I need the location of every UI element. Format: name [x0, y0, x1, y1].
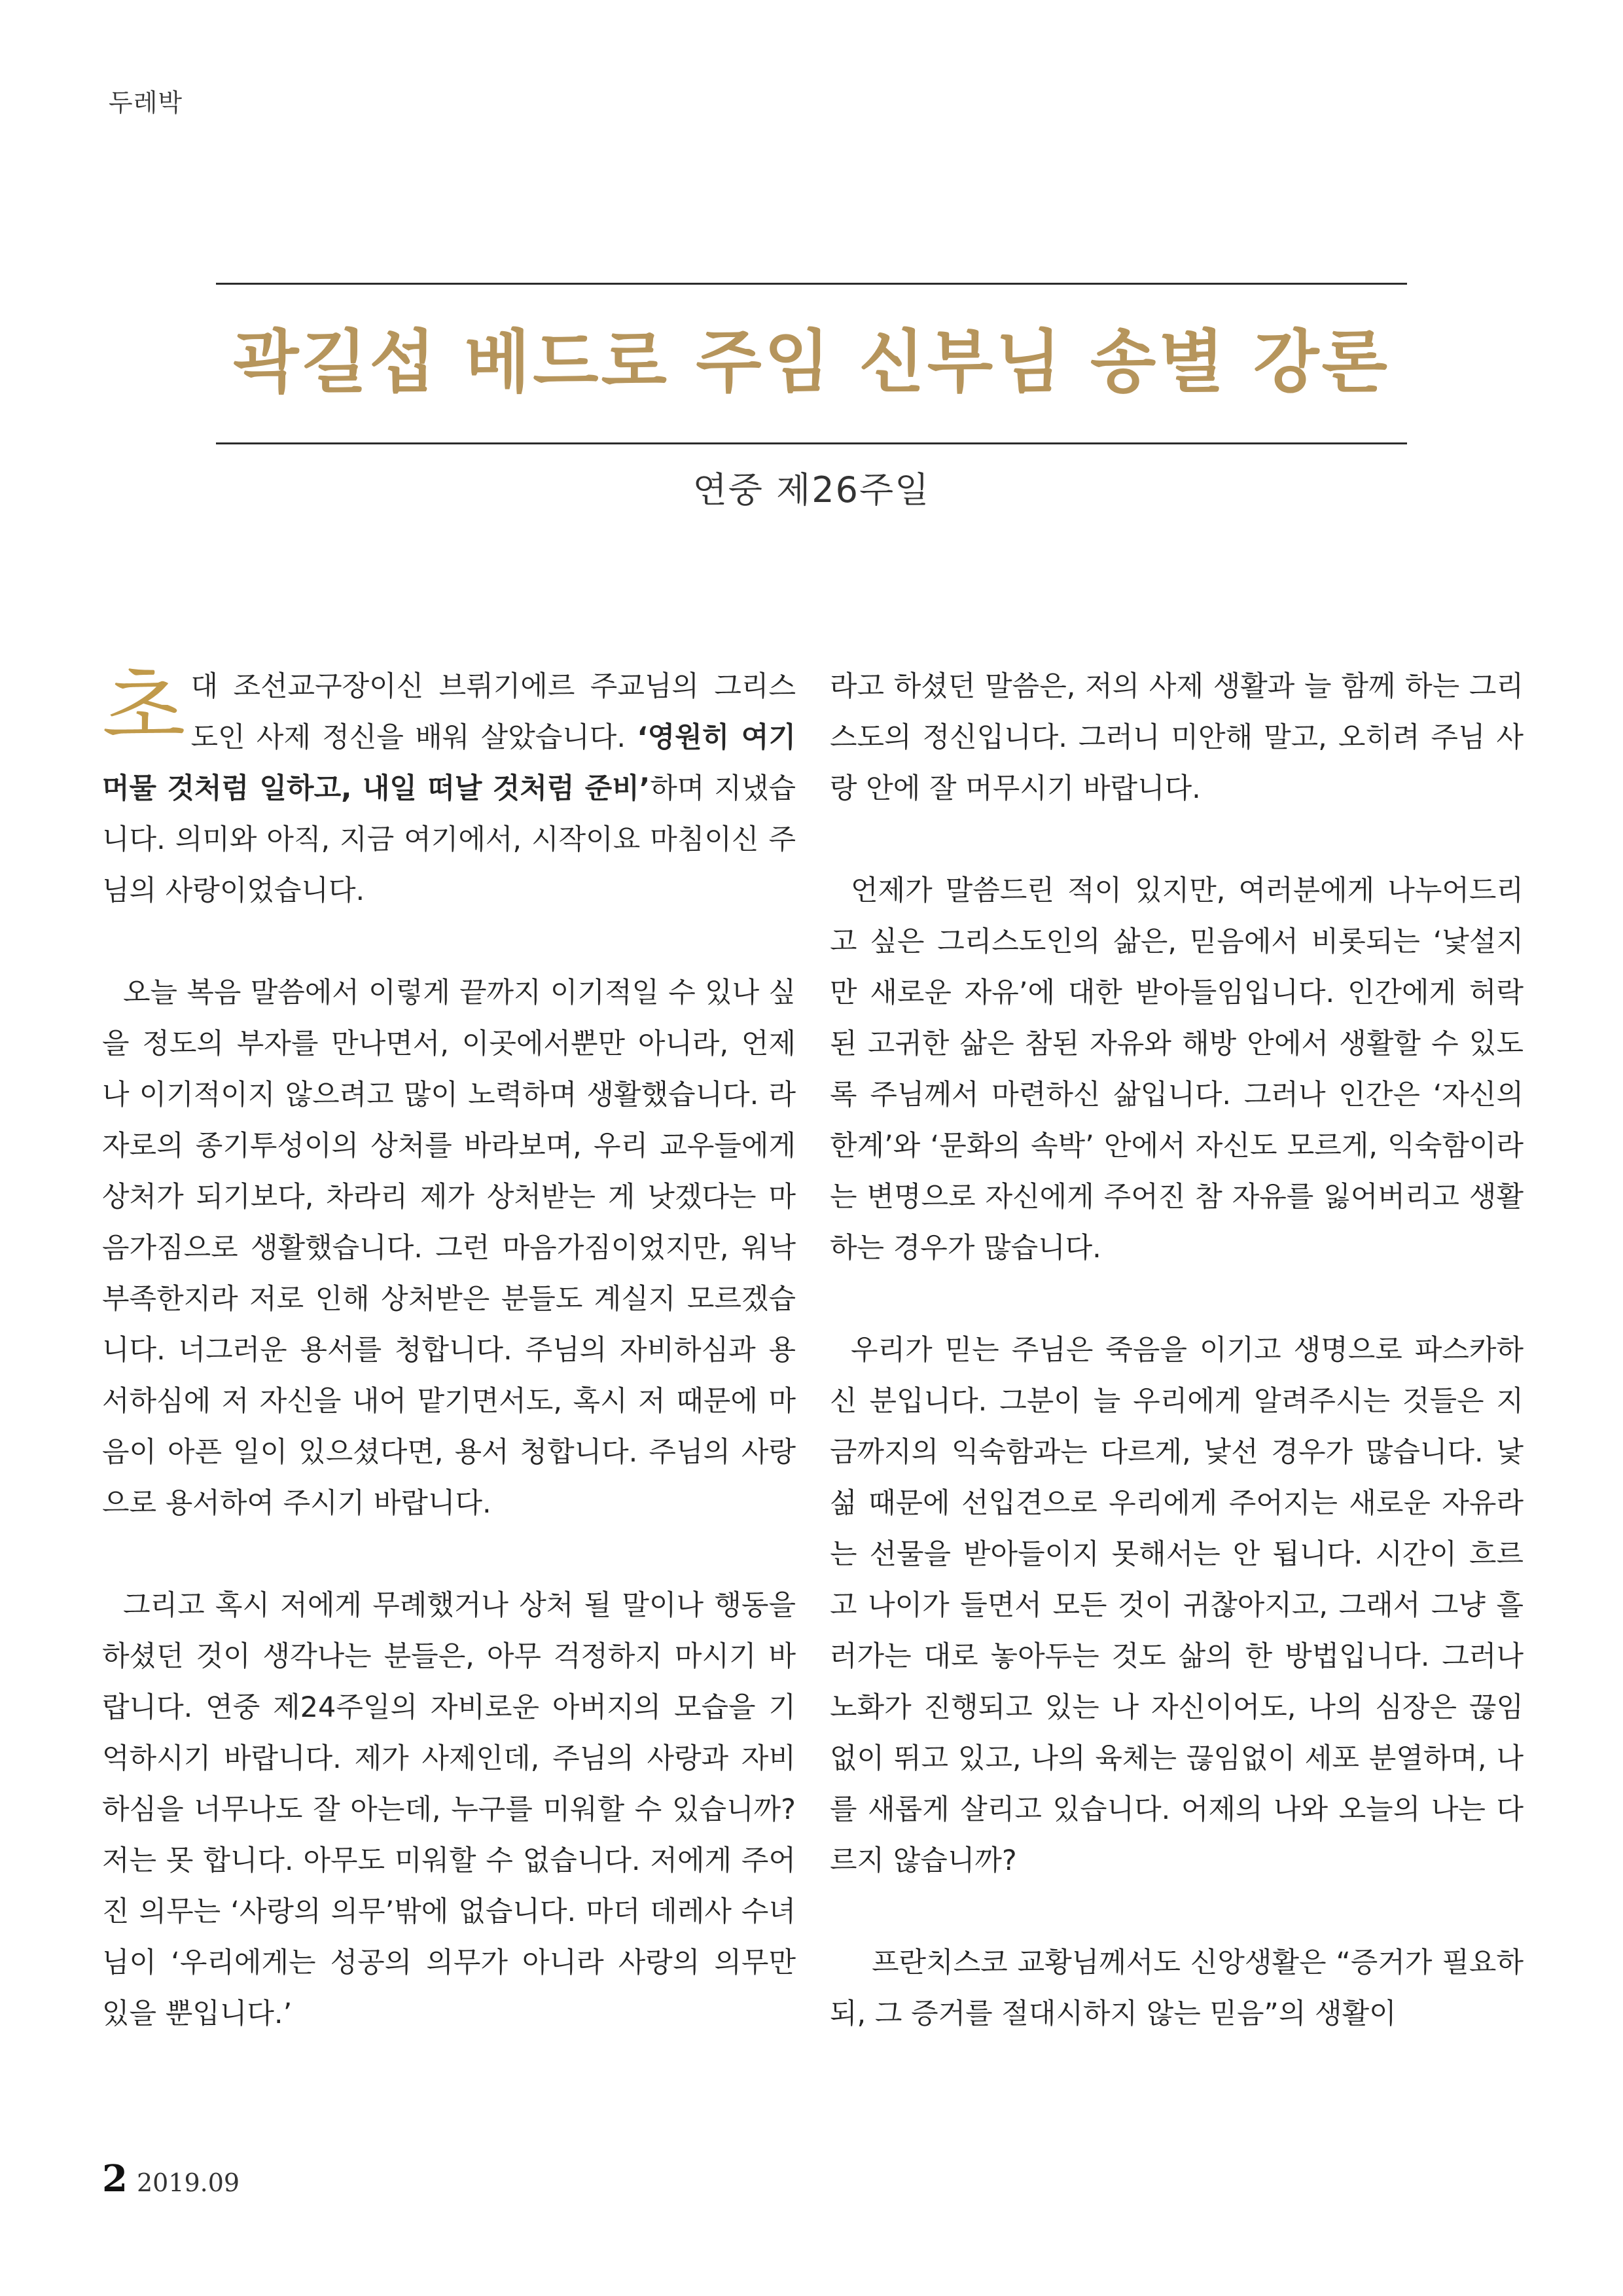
drop-cap: 초: [102, 658, 186, 759]
page-number: 2: [102, 2157, 128, 2200]
paragraph: 프란치스코 교황님께서도 신앙생활은 “증거가 필요하되, 그 증거를 절대시하지 않는 믿음”의 생활이: [830, 1946, 1524, 2030]
paragraph: 우리가 믿는 주님은 죽음을 이기고 생명으로 파스카하신 분입니다. 그분이 늘 우리에게 알려주시는 것들은 지금까지의 익숙함과는 다르게, 낯선 경우가 많습니다. 낯섦 때문에 선입견으로 우리에게 주어지는 새로운 자유라는 선물을 받아들이지 못해서는 안 됩니다. 시간이 흐르고 나이가 들면서 모든 것이 귀찮아지고, 그래서 그냥 흘러가는 대로 놓아두는 것도 삶의 한 방법입니다. 그러나 노화가 진행되고 있는 나 자신이어도, 나의 심장은 끊임없이 뛰고 있고, 나의 육체는 끊임없이 세포 분열하며, 나를 새롭게 살리고 있습니다. 어제의 나와 오늘의 나는 다르지 않습니까?: [830, 1334, 1524, 1877]
paragraph-text: 하며 지냈습니다. 의미와 아직, 지금 여기에서, 시작이요 마침이신 주님의 사랑이었습니다.: [102, 772, 796, 907]
paragraph: 언제가 말씀드린 적이 있지만, 여러분에게 나누어드리고 싶은 그리스도인의 삶은, 믿음에서 비롯되는 ‘낯설지만 새로운 자유’에 대한 받아들임입니다. 인간에게 허락된 고귀한 삶은 참된 자유와 해방 안에서 생활할 수 있도록 주님께서 마련하신 삶입니다. 그러나 인간은 ‘자신의 한계’와 ‘문화의 속박’ 안에서 자신도 모르게, 익숙함이라는 변명으로 자신에게 주어진 참 자유를 잃어버리고 생활하는 경우가 많습니다.: [830, 874, 1524, 1265]
paragraph: 그리고 혹시 저에게 무례했거나 상처 될 말이나 행동을 하셨던 것이 생각나는 분들은, 아무 걱정하지 마시기 바랍니다. 연중 제24주일의 자비로운 아버지의 모습을 기억하시기 바랍니다. 제가 사제인데, 주님의 사랑과 자비하심을 너무나도 잘 아는데, 누구를 미워할 수 있습니까? 저는 못 합니다. 아무도 미워할 수 없습니다. 저에게 주어진 의무는 ‘사랑의 의무’밖에 없습니다. 마더 데레사 수녀님이 ‘우리에게는 성공의 의무가 아니라 사랑의 의무만 있을 뿐입니다.’: [102, 1589, 796, 2030]
issue-date: 2019.09: [136, 2168, 240, 2197]
left-column: [102, 658, 796, 2090]
article-title: 곽길섭 베드로 주임 신부님 송별 강론: [233, 322, 1390, 402]
emphasis-quote: ‘영원히 여기 머물 것처럼 일하고, 내일 떠날 것처럼 준비’: [102, 721, 796, 805]
paragraph-text: 대 조선교구장이신 브뤼기에르 주교님의 그리스도인 사제 정신을 배워 살았습니다.: [190, 670, 796, 754]
paragraph: 오늘 복음 말씀에서 이렇게 끝까지 이기적일 수 있나 싶을 정도의 부자를 만나면서, 이곳에서뿐만 아니라, 언제나 이기적이지 않으려고 많이 노력하며 생활했습니다. 라자로의 종기투성이의 상처를 바라보며, 우리 교우들에게 상처가 되기보다, 차라리 제가 상처받는 게 낫겠다는 마음가짐으로 생활했습니다. 그런 마음가짐이었지만, 워낙 부족한지라 저로 인해 상처받은 분들도 계실지 모르겠습니다. 너그러운 용서를 청합니다. 주님의 자비하심과 용서하심에 저 자신을 내어 맡기면서도, 혹시 저 때문에 마음이 아픈 일이 있으셨다면, 용서 청합니다. 주님의 사랑으로 용서하여 주시기 바랍니다.: [102, 977, 796, 1520]
title-rule-bottom: [216, 442, 1407, 444]
paragraph: 라고 하셨던 말씀은, 저의 사제 생활과 늘 함께 하는 그리스도의 정신입니다. 그러니 미안해 말고, 오히려 주님 사랑 안에 잘 머무시기 바랍니다.: [830, 670, 1524, 805]
page-footer: [102, 2157, 240, 2200]
article-subtitle: 연중 제26주일: [692, 469, 931, 511]
paragraph: [102, 658, 796, 916]
title-rule-top: [216, 283, 1407, 285]
right-column: [830, 661, 1524, 2090]
section-tag: 두레박: [109, 88, 183, 117]
